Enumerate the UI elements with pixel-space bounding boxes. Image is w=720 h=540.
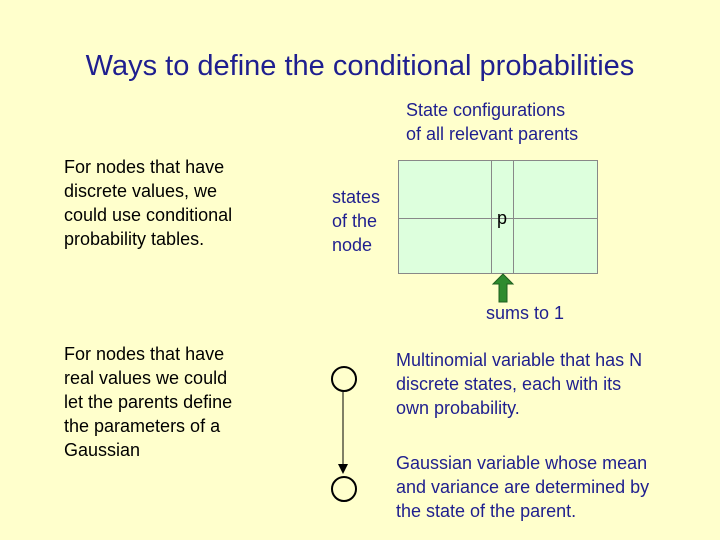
real-valued-nodes-text: For nodes that have real values we could let the parents define the parameters of a Gaussian: [64, 344, 233, 460]
child-node-circle: [331, 476, 357, 502]
sum-arrow-icon: [491, 272, 515, 304]
discrete-nodes-text: For nodes that have discrete values, we could use conditional probability tables.: [64, 157, 233, 249]
gaussian-description: Gaussian variable whose mean and variance are determined by the state of the parent.: [396, 453, 650, 521]
state-configurations-label: State configurations of all relevant parents: [406, 100, 579, 144]
states-of-node-label: states of the node: [332, 187, 381, 255]
table-column-divider-left: [491, 160, 492, 274]
table-cell-p: p: [497, 208, 508, 228]
parent-node-circle: [331, 366, 357, 392]
multinomial-description: Multinomial variable that has N discrete states, each with its own probability.: [396, 350, 643, 418]
table-column-divider-right: [513, 160, 514, 274]
slide-title: Ways to define the conditional probabilities: [85, 50, 635, 82]
dependency-arrow-icon: [335, 392, 351, 478]
sums-to-one-label: sums to 1: [486, 303, 565, 323]
